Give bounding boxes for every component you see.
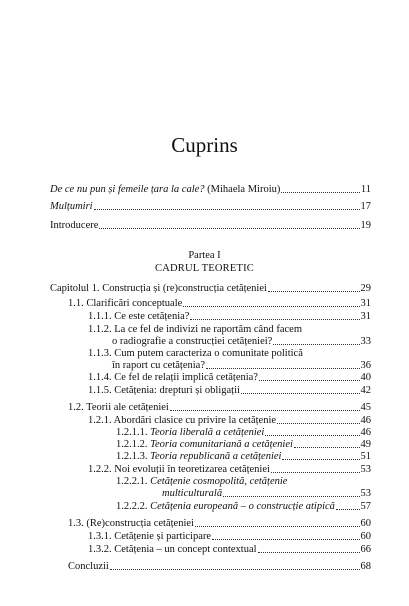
toc-entry-text: 1.3.1. Cetățenie și participare <box>88 531 212 542</box>
leader-dots <box>268 291 360 292</box>
leader-dots <box>282 459 359 460</box>
toc-entry-subsubsection[interactable] <box>116 439 371 450</box>
leader-dots <box>94 209 360 210</box>
toc-entry-section[interactable] <box>68 518 371 529</box>
toc-entry-text: 1.2. Teorii ale cetățeniei <box>68 402 169 413</box>
leader-dots <box>259 380 360 381</box>
toc-entry-subsection[interactable] <box>88 464 371 475</box>
toc-page-number: 46 <box>360 427 371 438</box>
leader-dots <box>170 410 360 411</box>
toc-page-number: 40 <box>360 372 371 383</box>
toc-entry-text: 1.1. Clarificări conceptuale <box>68 298 183 309</box>
toc-page-number: 36 <box>360 360 371 371</box>
toc-entry-subsection[interactable] <box>112 360 371 371</box>
part-label: Partea I <box>188 250 221 261</box>
toc-entry-italic-text: Mulțumiri <box>50 201 93 212</box>
toc-entry-number: 1.2.2.1. <box>116 476 151 487</box>
toc-entry-italic-text: Teoria comunitariană a cetățeniei <box>150 439 293 450</box>
toc-entry-text: 1.3. (Re)construcția cetățeniei <box>68 518 194 529</box>
toc-entry-text: 1.1.4. Ce fel de relații implică cetățenia? <box>88 372 258 383</box>
toc-entry-text: 1.1.5. Cetățenia: drepturi și obligații <box>88 385 240 396</box>
toc-page-number: 57 <box>360 501 371 512</box>
part-heading: CADRUL TEORETIC <box>155 263 254 274</box>
leader-dots <box>195 526 360 527</box>
toc-page-number: 51 <box>360 451 371 462</box>
leader-dots <box>99 228 359 229</box>
toc-entry-subsubsection-line1[interactable] <box>116 476 287 487</box>
leader-dots <box>206 368 360 369</box>
toc-page-number: 29 <box>360 283 371 294</box>
leader-dots <box>241 393 360 394</box>
toc-entry-italic-text: multiculturală <box>162 488 223 499</box>
toc-entry-text: în raport cu cetățenia? <box>112 360 205 371</box>
toc-entry-text: (Mihaela Miroiu) <box>204 184 281 195</box>
toc-entry-subsection-line1[interactable]: 1.1.3. Cum putem caracteriza o comunitate politică <box>88 348 303 359</box>
toc-entry-subsection-line1[interactable]: 1.1.2. La ce fel de indivizi ne raportăm când facem <box>88 324 302 335</box>
leader-dots <box>336 509 360 510</box>
toc-page-number: 53 <box>360 488 371 499</box>
toc-entry-subsubsection[interactable] <box>116 501 371 512</box>
leader-dots <box>223 496 359 497</box>
leader-dots <box>281 192 360 193</box>
toc-entry-number: 1.2.2.2. <box>116 501 151 512</box>
toc-entry-number: 1.2.1.2. <box>116 439 151 450</box>
leader-dots <box>110 569 360 570</box>
toc-entry-italic-text: De ce nu pun și femeile țara la cale? <box>50 184 205 195</box>
toc-entry-subsection[interactable] <box>88 415 371 426</box>
toc-page-number: 31 <box>360 298 371 309</box>
leader-dots <box>183 306 359 307</box>
leader-dots <box>273 344 359 345</box>
leader-dots <box>190 319 359 320</box>
toc-entry-italic-text: Teoria liberală a cetățeniei <box>150 427 265 438</box>
toc-entry-section[interactable] <box>68 561 371 572</box>
toc-entry-subsubsection[interactable] <box>162 488 371 499</box>
toc-entry-subsubsection[interactable] <box>116 427 371 438</box>
toc-entry-text: 1.1.1. Ce este cetățenia? <box>88 311 190 322</box>
toc-entry-text: 1.2.2. Noi evoluții în teoretizarea cetățeniei <box>88 464 270 475</box>
toc-entry-text: 1.2.1. Abordări clasice cu privire la cetățenie <box>88 415 277 426</box>
leader-dots <box>212 539 359 540</box>
toc-page-number: 53 <box>360 464 371 475</box>
toc-page-number: 31 <box>360 311 371 322</box>
toc-entry-text: 1.3.2. Cetățenia – un concept contextual <box>88 544 257 555</box>
toc-entry-acknowledgements[interactable] <box>50 201 371 212</box>
toc-entry-text: Capitolul 1. Construcția și (re)construcția cetățeniei <box>50 283 267 294</box>
toc-entry-italic-text: Cetățenia europeană – o construcție atipică <box>150 501 335 512</box>
page-title: Cuprins <box>171 133 238 157</box>
toc-entry-subsection[interactable] <box>88 385 371 396</box>
toc-entry-number: 1.2.1.3. <box>116 451 151 462</box>
toc-page-number: 46 <box>360 415 371 426</box>
toc-page-number: 33 <box>360 336 371 347</box>
toc-entry-number: 1.2.1.1. <box>116 427 151 438</box>
toc-entry-subsubsection[interactable] <box>116 451 371 462</box>
toc-entry-text: o radiografie a construcției cetățeniei? <box>112 336 273 347</box>
toc-entry-text: Introducere <box>50 220 99 231</box>
leader-dots <box>294 447 360 448</box>
toc-page-number: 45 <box>360 402 371 413</box>
leader-dots <box>265 435 359 436</box>
toc-entry-section[interactable] <box>68 402 371 413</box>
toc-entry-italic-text: Teoria republicană a cetățeniei <box>150 451 282 462</box>
leader-dots <box>258 552 360 553</box>
toc-page-number: 60 <box>360 518 371 529</box>
leader-dots <box>271 472 360 473</box>
toc-page-number: 49 <box>360 439 371 450</box>
toc-entry-text: Concluzii <box>68 561 109 572</box>
toc-entry-subsection[interactable] <box>88 531 371 542</box>
toc-page-number: 60 <box>360 531 371 542</box>
toc-page-number: 11 <box>360 184 371 195</box>
toc-entry-subsection[interactable] <box>88 311 371 322</box>
toc-page-number: 66 <box>360 544 371 555</box>
toc-entry-chapter[interactable] <box>50 283 371 294</box>
toc-page-number: 17 <box>360 201 371 212</box>
toc-entry-subsection[interactable] <box>88 544 371 555</box>
toc-entry-introduction[interactable] <box>50 220 371 231</box>
toc-page-number: 68 <box>360 561 371 572</box>
toc-entry-subsection[interactable] <box>88 372 371 383</box>
leader-dots <box>277 423 359 424</box>
toc-entry-italic-text: Cetățenie cosmopolită, cetățenie <box>150 476 288 487</box>
toc-page-number: 42 <box>360 385 371 396</box>
toc-entry-subsection[interactable] <box>112 336 371 347</box>
toc-entry-foreword[interactable] <box>50 184 371 195</box>
toc-entry-section[interactable] <box>68 298 371 309</box>
toc-page-number: 19 <box>360 220 371 231</box>
